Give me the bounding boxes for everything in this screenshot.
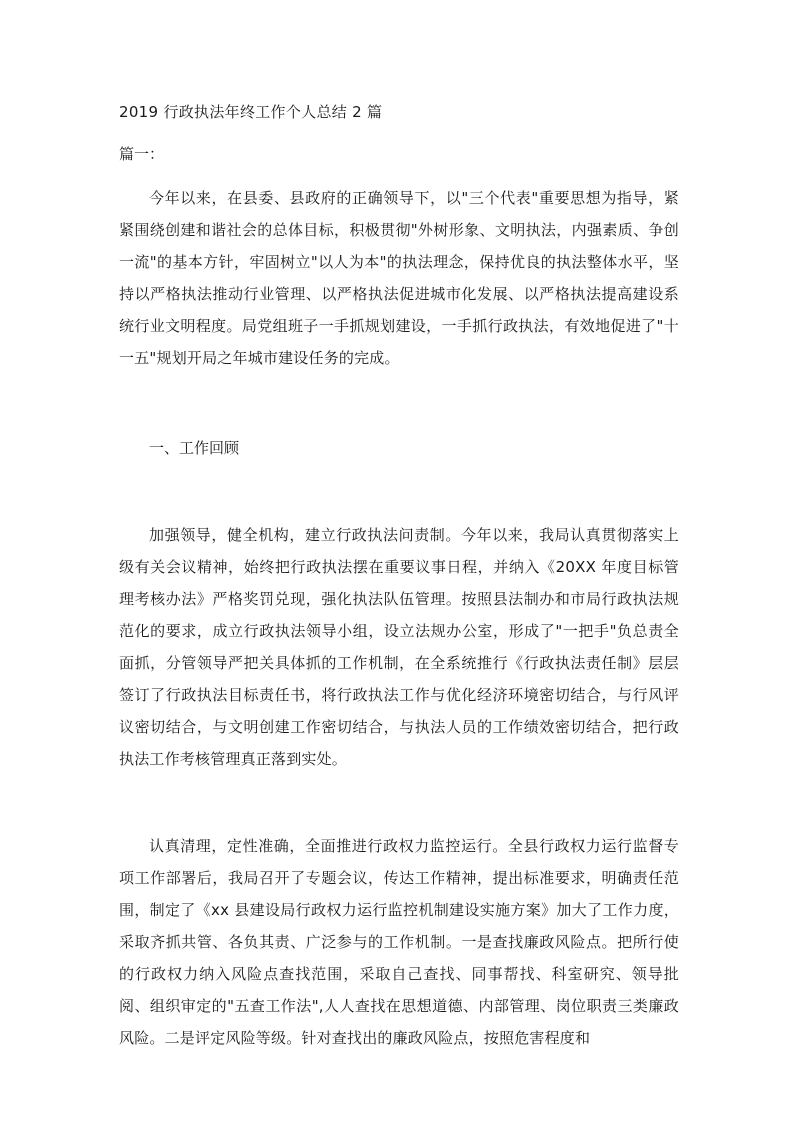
part-label: 篇一： bbox=[119, 145, 165, 163]
paragraph-intro: 今年以来，在县委、县政府的正确领导下，以"三个代表"重要思想为指导，紧紧围绕创建和谐社会的总体目标，积极贯彻"外树形象、文明执法，内强素质、争创一流"的基本方针，牢固树立"以人为本"的执法理念，保持优良的执法整体水平，坚持以严格执法推动行业管理、以严格执法促进城市化发展、以严格执法提高建设系统行业文明程度。局党组班子一手抓规划建设，一手抓行政执法，有效地促进了"十一五"规划开局之年城市建设任务的完成。 bbox=[119, 189, 679, 367]
paragraph-leadership: 加强领导，健全机构，建立行政执法问责制。今年以来，我局认真贯彻落实上级有关会议精神，始终把行政执法摆在重要议事日程，并纳入《20XX 年度目标管理考核办法》严格奖罚兑现，强化执法队伍管理。按照县法制办和市局行政执法规范化的要求，成立行政执法领导小组，设立法规办公室，形成了"一把手"负总责全面抓，分管领导严把关具体抓的工作机制，在全系统推行《行政执法责任制》层层签订了行政执法目标责任书，将行政执法工作与优化经济环境密切结合，与行风评议密切结合，与文明创建工作密切结合，与执法人员的工作绩效密切结合，把行政执法工作考核管理真正落到实处。 bbox=[119, 526, 679, 768]
paragraph-power-monitoring: 认真清理，定性准确，全面推进行政权力监控运行。全县行政权力运行监督专项工作部署后，我局召开了专题会议，传达工作精神，提出标准要求，明确责任范围，制定了《xx 县建设局行政权力运行监控机制建设实施方案》加大了工作力度，采取齐抓共管、各负其责、广泛参与的工作机制。一是查找廉政风险点。把所行使的行政权力纳入风险点查找范围，采取自己查找、同事帮找、科室研究、领导批阅、组织审定的"五查工作法",人人查找在思想道德、内部管理、岗位职责三类廉政风险。二是评定风险等级。针对查找出的廉政风险点，按照危害程度和 bbox=[119, 837, 679, 1047]
document-body bbox=[119, 98, 679, 1054]
section-heading-work-review: 一、工作回顾 bbox=[149, 439, 240, 457]
document-title: 2019 行政执法年终工作个人总结 2 篇 bbox=[119, 103, 383, 121]
